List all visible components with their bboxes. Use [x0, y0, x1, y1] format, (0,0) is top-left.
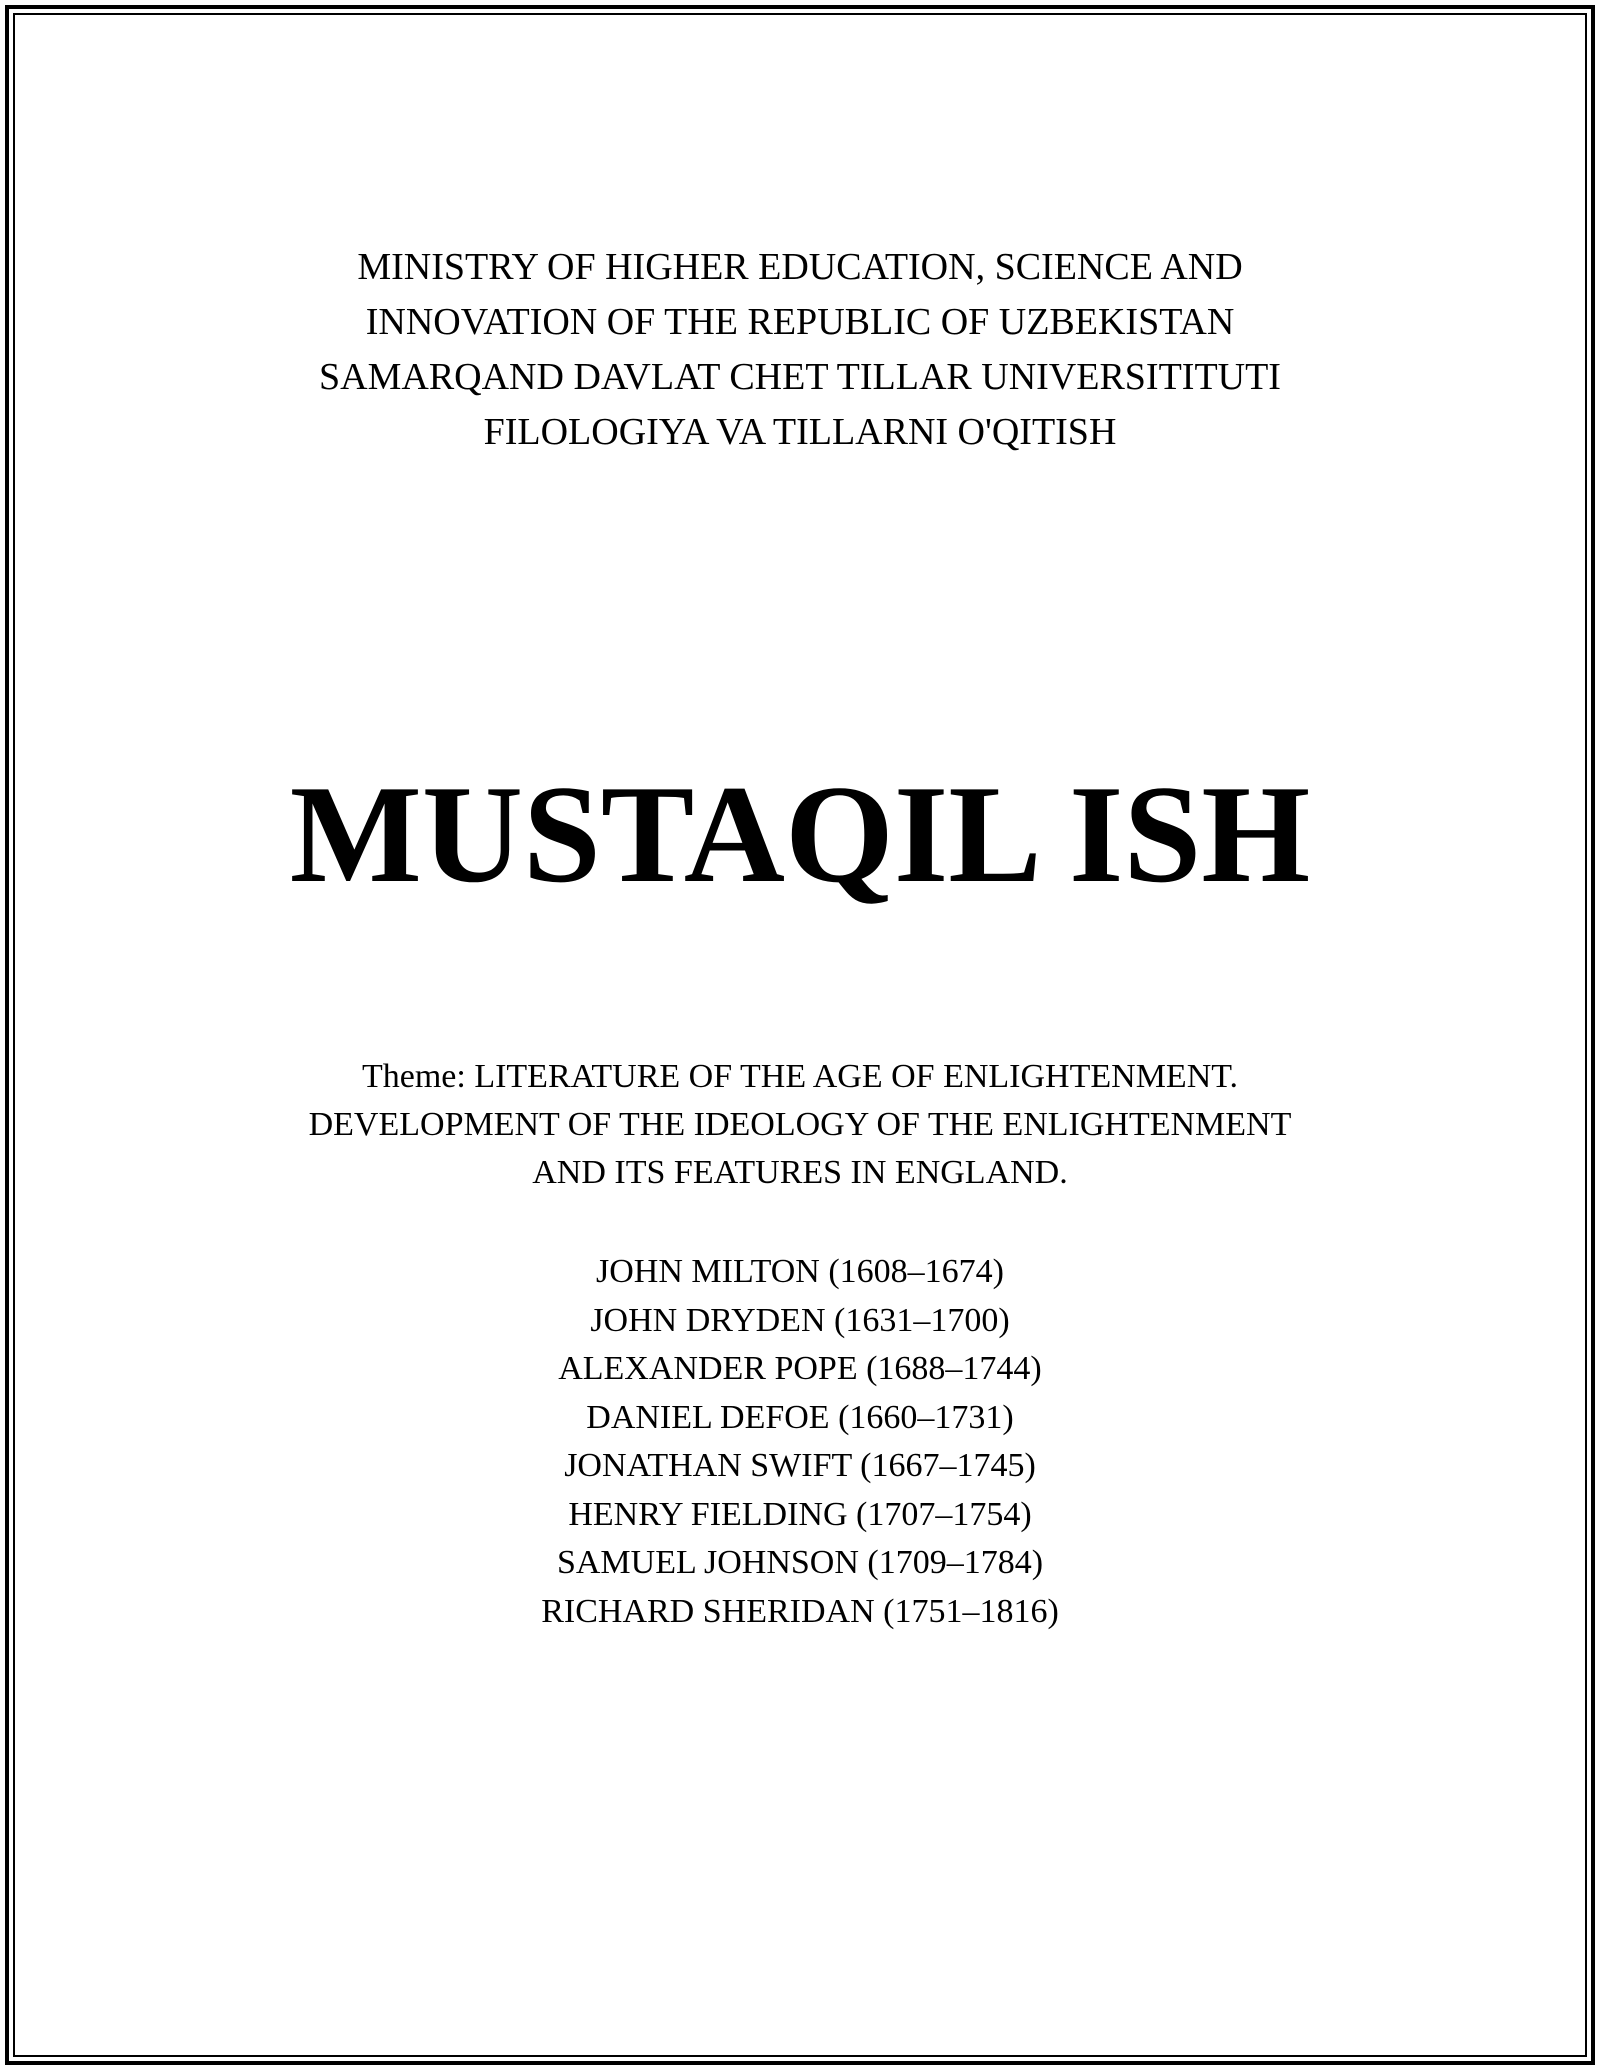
header-line-university: SAMARQAND DAVLAT CHET TILLAR UNIVERSITITUTI	[319, 356, 1281, 398]
theme-line: AND ITS FEATURES IN ENGLAND.	[532, 1154, 1068, 1191]
author-item: JOHN DRYDEN (1631–1700)	[590, 1301, 1010, 1339]
institution-header	[0, 240, 1600, 460]
authors-list	[0, 1248, 1600, 1636]
theme-line: DEVELOPMENT OF THE IDEOLOGY OF THE ENLIGHTENMENT	[308, 1106, 1292, 1143]
author-item: JOHN MILTON (1608–1674)	[596, 1253, 1004, 1290]
theme-line: Theme: LITERATURE OF THE AGE OF ENLIGHTENMENT.	[361, 1058, 1238, 1095]
theme-block	[0, 1053, 1600, 1197]
header-line-ministry: MINISTRY OF HIGHER EDUCATION, SCIENCE AND	[357, 246, 1243, 288]
document-title: MUSTAQIL ISH	[289, 757, 1311, 912]
author-item: SAMUEL JOHNSON (1709–1784)	[556, 1544, 1044, 1581]
author-item: ALEXANDER POPE (1688–1744)	[558, 1350, 1042, 1387]
author-item: JONATHAN SWIFT (1667–1745)	[564, 1447, 1036, 1484]
header-line-republic: INNOVATION OF THE REPUBLIC OF UZBEKISTAN	[365, 301, 1235, 343]
author-item: RICHARD SHERIDAN (1751–1816)	[541, 1592, 1059, 1630]
header-line-faculty: FILOLOGIYA VA TILLARNI O'QITISH	[483, 411, 1117, 453]
author-item: HENRY FIELDING (1707–1754)	[568, 1495, 1032, 1533]
author-item: DANIEL DEFOE (1660–1731)	[586, 1398, 1014, 1436]
